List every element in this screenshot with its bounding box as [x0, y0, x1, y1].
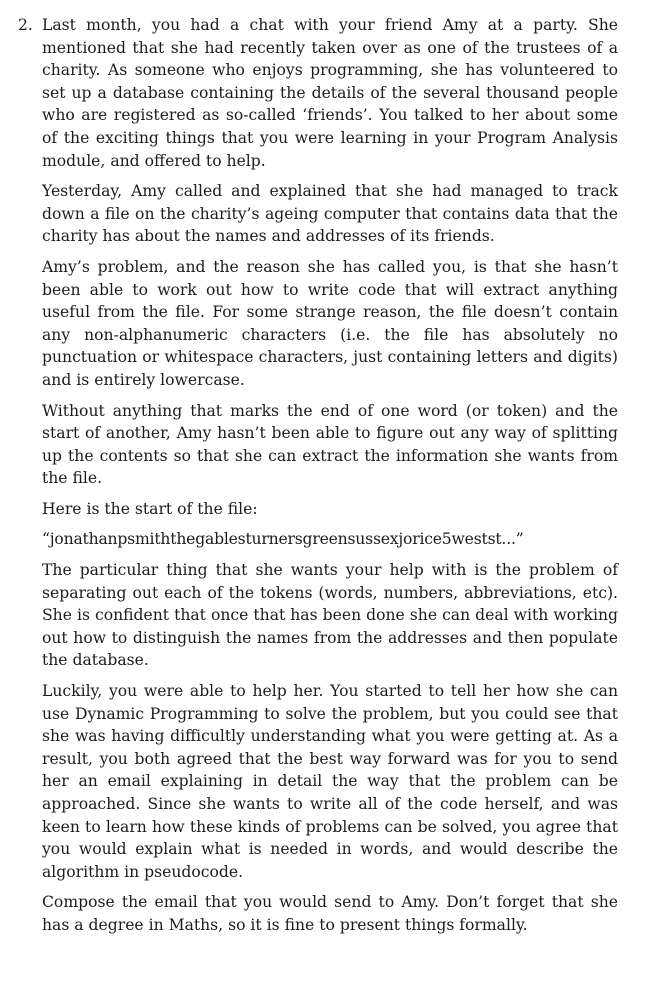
- paragraph-file-start-label: Here is the start of the file:: [42, 499, 258, 518]
- paragraph-intro: Last month, you had a chat with your friend Amy at a party. She mentioned that she had recently taken over as one of the trustees of a charity. As someone who enjoys programming, she has volunteered to set up a database containing the details of the several thousand people who are registered as so-called ‘friends’. You talked to her about some of the exciting things that you were learning in your Program Analysis module, and offered to help.: [42, 16, 618, 170]
- paragraph-no-separators: Without anything that marks the end of one word (or token) and the start of another, Amy hasn’t been able to figure out any way of splitting up the contents so that she can extract the information she wants from the file.: [42, 401, 618, 488]
- file-sample-quote: “jonathanpsmiththegablesturnersgreensussexjorice5westst...”: [42, 530, 524, 549]
- paragraph-yesterday: Yesterday, Amy called and explained that she had managed to track down a file on the charity’s ageing computer that contains data that the charity has about the names and addresses of its friends.: [42, 182, 618, 246]
- question-block: [18, 14, 618, 937]
- question-number: 2.: [18, 16, 33, 34]
- paragraph-help-request: The particular thing that she wants your help with is the problem of separating out each of the tokens (words, numbers, abbreviations, etc). She is confident that once that has been done she can deal with working out how to distinguish the names from the addresses and then populate the database.: [42, 561, 618, 670]
- paragraph-task: Compose the email that you would send to Amy. Don’t forget that she has a degree in Maths, so it is fine to present things formally.: [42, 893, 618, 934]
- paragraph-dynamic-programming: Luckily, you were able to help her. You started to tell her how she can use Dynamic Programming to solve the problem, but you could see that she was having difficultly understanding what you were getting at. As a result, you both agreed that the best way forward was for you to send her an email explaining in detail the way that the problem can be approached. Since she wants to write all of the code herself, and was keen to learn how these kinds of problems can be solved, you agree that you would explain what is needed in words, and would describe the algorithm in pseudocode.: [42, 682, 618, 881]
- paragraph-problem: Amy’s problem, and the reason she has called you, is that she hasn’t been able to work out how to write code that will extract anything useful from the file. For some strange reason, the file doesn’t contain any non-alphanumeric characters (i.e. the file has absolutely no punctuation or whitespace characters, just containing letters and digits) and is entirely lowercase.: [42, 257, 618, 389]
